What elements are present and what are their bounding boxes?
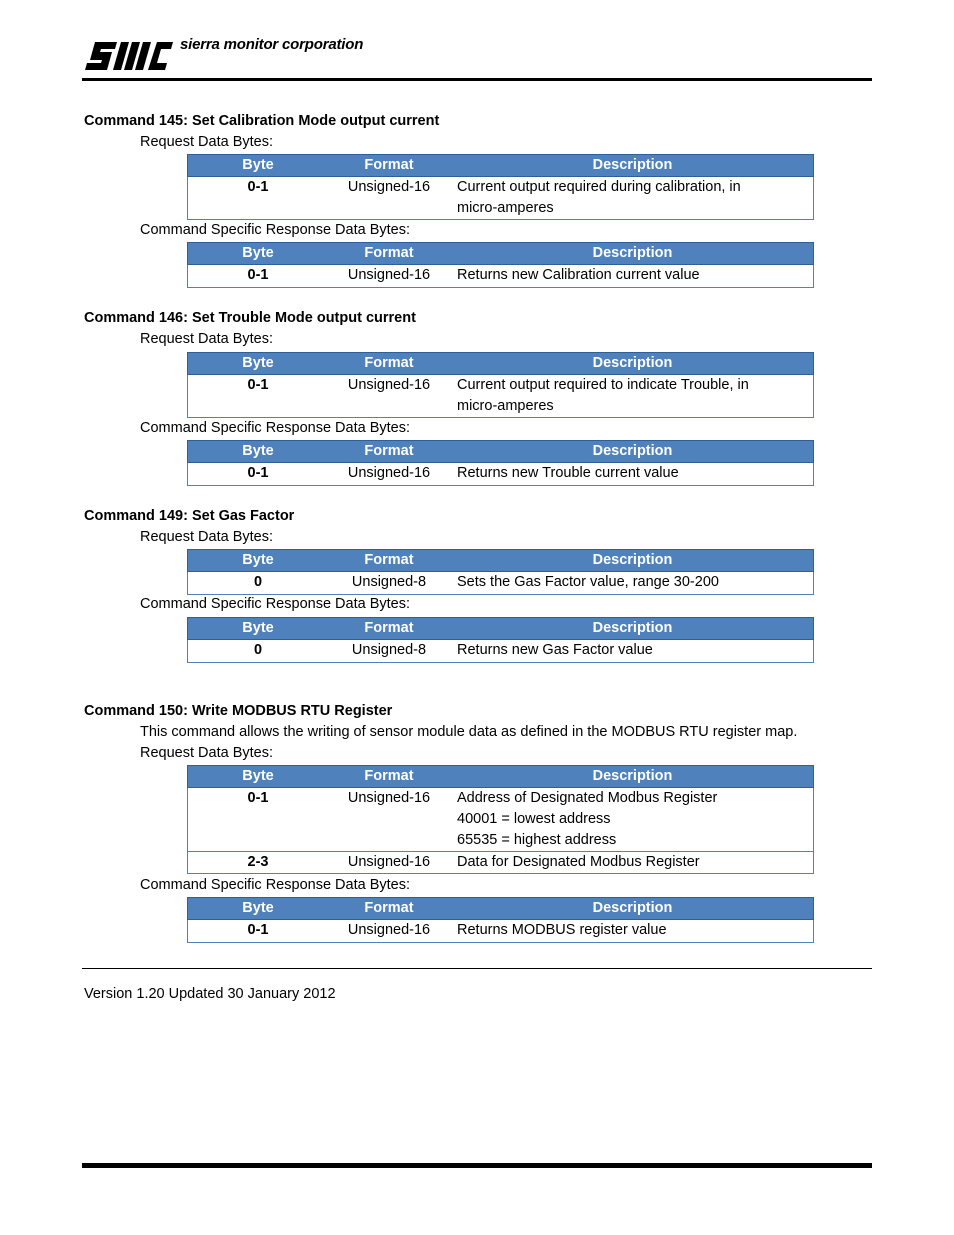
table-row [188,851,813,873]
desc-line: Data for Designated Modbus Register [457,854,700,870]
request-table [187,352,814,418]
cell-format: Unsigned-8 [351,574,427,590]
cell-byte: 0 [253,642,263,658]
table-row [188,375,813,417]
desc-line: Returns new Gas Factor value [457,642,653,658]
table-header [187,242,814,265]
version-text: Version 1.20 Updated 30 January 2012 [84,986,336,1002]
header-description: Description [592,245,673,261]
desc-line: micro-amperes [457,398,554,414]
cell-format: Unsigned-16 [347,854,431,870]
table-header [187,154,814,177]
header-format: Format [364,443,414,459]
cell-format: Unsigned-16 [347,790,431,806]
header-format: Format [364,768,414,784]
cell-description [457,463,813,484]
section-intro: This command allows the writing of sensor module data as defined in the MODBUS RTU register map. [140,724,798,740]
response-table [187,897,814,943]
company-name: sierra monitor corporation [180,36,364,53]
desc-line: Address of Designated Modbus Register [457,790,718,806]
table-header [187,617,814,640]
header-description: Description [592,768,673,784]
request-table [187,154,814,220]
table-header [187,765,814,788]
request-label: Request Data Bytes: [140,331,273,347]
cell-byte: 0-1 [247,790,269,806]
request-label: Request Data Bytes: [140,745,273,761]
response-label: Command Specific Response Data Bytes: [140,420,410,436]
header-byte: Byte [242,768,274,784]
table-row [188,920,813,942]
header-description: Description [592,620,673,636]
cell-format: Unsigned-16 [347,179,431,195]
response-label: Command Specific Response Data Bytes: [140,222,410,238]
header-description: Description [592,900,673,916]
response-table [187,617,814,663]
desc-line: Sets the Gas Factor value, range 30-200 [457,574,719,590]
table-row [188,463,813,485]
cell-byte: 2-3 [247,854,269,870]
response-table [187,440,814,486]
cell-format: Unsigned-16 [347,922,431,938]
cell-format: Unsigned-16 [347,465,431,481]
cell-description [457,177,813,219]
table-row [188,177,813,219]
cell-description [457,788,813,851]
header-byte: Byte [242,245,274,261]
cell-description [457,920,813,941]
header-rule [82,78,872,81]
desc-line: Returns MODBUS register value [457,922,667,938]
desc-line: Current output required during calibration, in [457,179,741,195]
request-table [187,765,814,874]
cell-byte: 0-1 [247,179,269,195]
cell-format: Unsigned-8 [351,642,427,658]
cell-description [457,640,813,661]
table-header [187,897,814,920]
header-format: Format [364,157,414,173]
request-label: Request Data Bytes: [140,529,273,545]
table-header [187,352,814,375]
header-byte: Byte [242,620,274,636]
cell-byte: 0-1 [247,377,269,393]
section-title: Command 145: Set Calibration Mode output current [84,113,440,129]
cell-description [457,265,813,286]
cell-format: Unsigned-16 [347,267,431,283]
header-byte: Byte [242,552,274,568]
request-table [187,549,814,595]
request-label: Request Data Bytes: [140,134,273,150]
desc-line: Current output required to indicate Trouble, in [457,377,749,393]
header-byte: Byte [242,900,274,916]
header-description: Description [592,552,673,568]
header-byte: Byte [242,443,274,459]
section-title: Command 149: Set Gas Factor [84,508,295,524]
cell-description [457,852,813,873]
table-header [187,440,814,463]
response-label: Command Specific Response Data Bytes: [140,877,410,893]
cell-byte: 0-1 [247,267,269,283]
table-row [188,572,813,594]
desc-line: Returns new Calibration current value [457,267,700,283]
header-description: Description [592,443,673,459]
page-bottom-rule [82,1163,872,1168]
table-row [188,640,813,662]
header-format: Format [364,900,414,916]
footer-rule [82,968,872,969]
cell-format: Unsigned-16 [347,377,431,393]
desc-line: Returns new Trouble current value [457,465,679,481]
header-format: Format [364,355,414,371]
table-row [188,788,813,851]
desc-line: micro-amperes [457,200,554,216]
desc-line: 40001 = lowest address [457,811,611,827]
response-table [187,242,814,288]
section-title: Command 146: Set Trouble Mode output current [84,310,416,326]
header-description: Description [592,355,673,371]
header-description: Description [592,157,673,173]
cell-description [457,572,813,593]
cell-byte: 0-1 [247,922,269,938]
header-format: Format [364,245,414,261]
cell-byte: 0 [253,574,263,590]
response-label: Command Specific Response Data Bytes: [140,596,410,612]
desc-line: 65535 = highest address [457,832,617,848]
table-row [188,265,813,287]
header-byte: Byte [242,355,274,371]
cell-byte: 0-1 [247,465,269,481]
header-format: Format [364,552,414,568]
table-header [187,549,814,572]
header-byte: Byte [242,157,274,173]
header-format: Format [364,620,414,636]
section-title: Command 150: Write MODBUS RTU Register [84,703,393,719]
smc-logo [85,38,175,74]
cell-description [457,375,813,417]
